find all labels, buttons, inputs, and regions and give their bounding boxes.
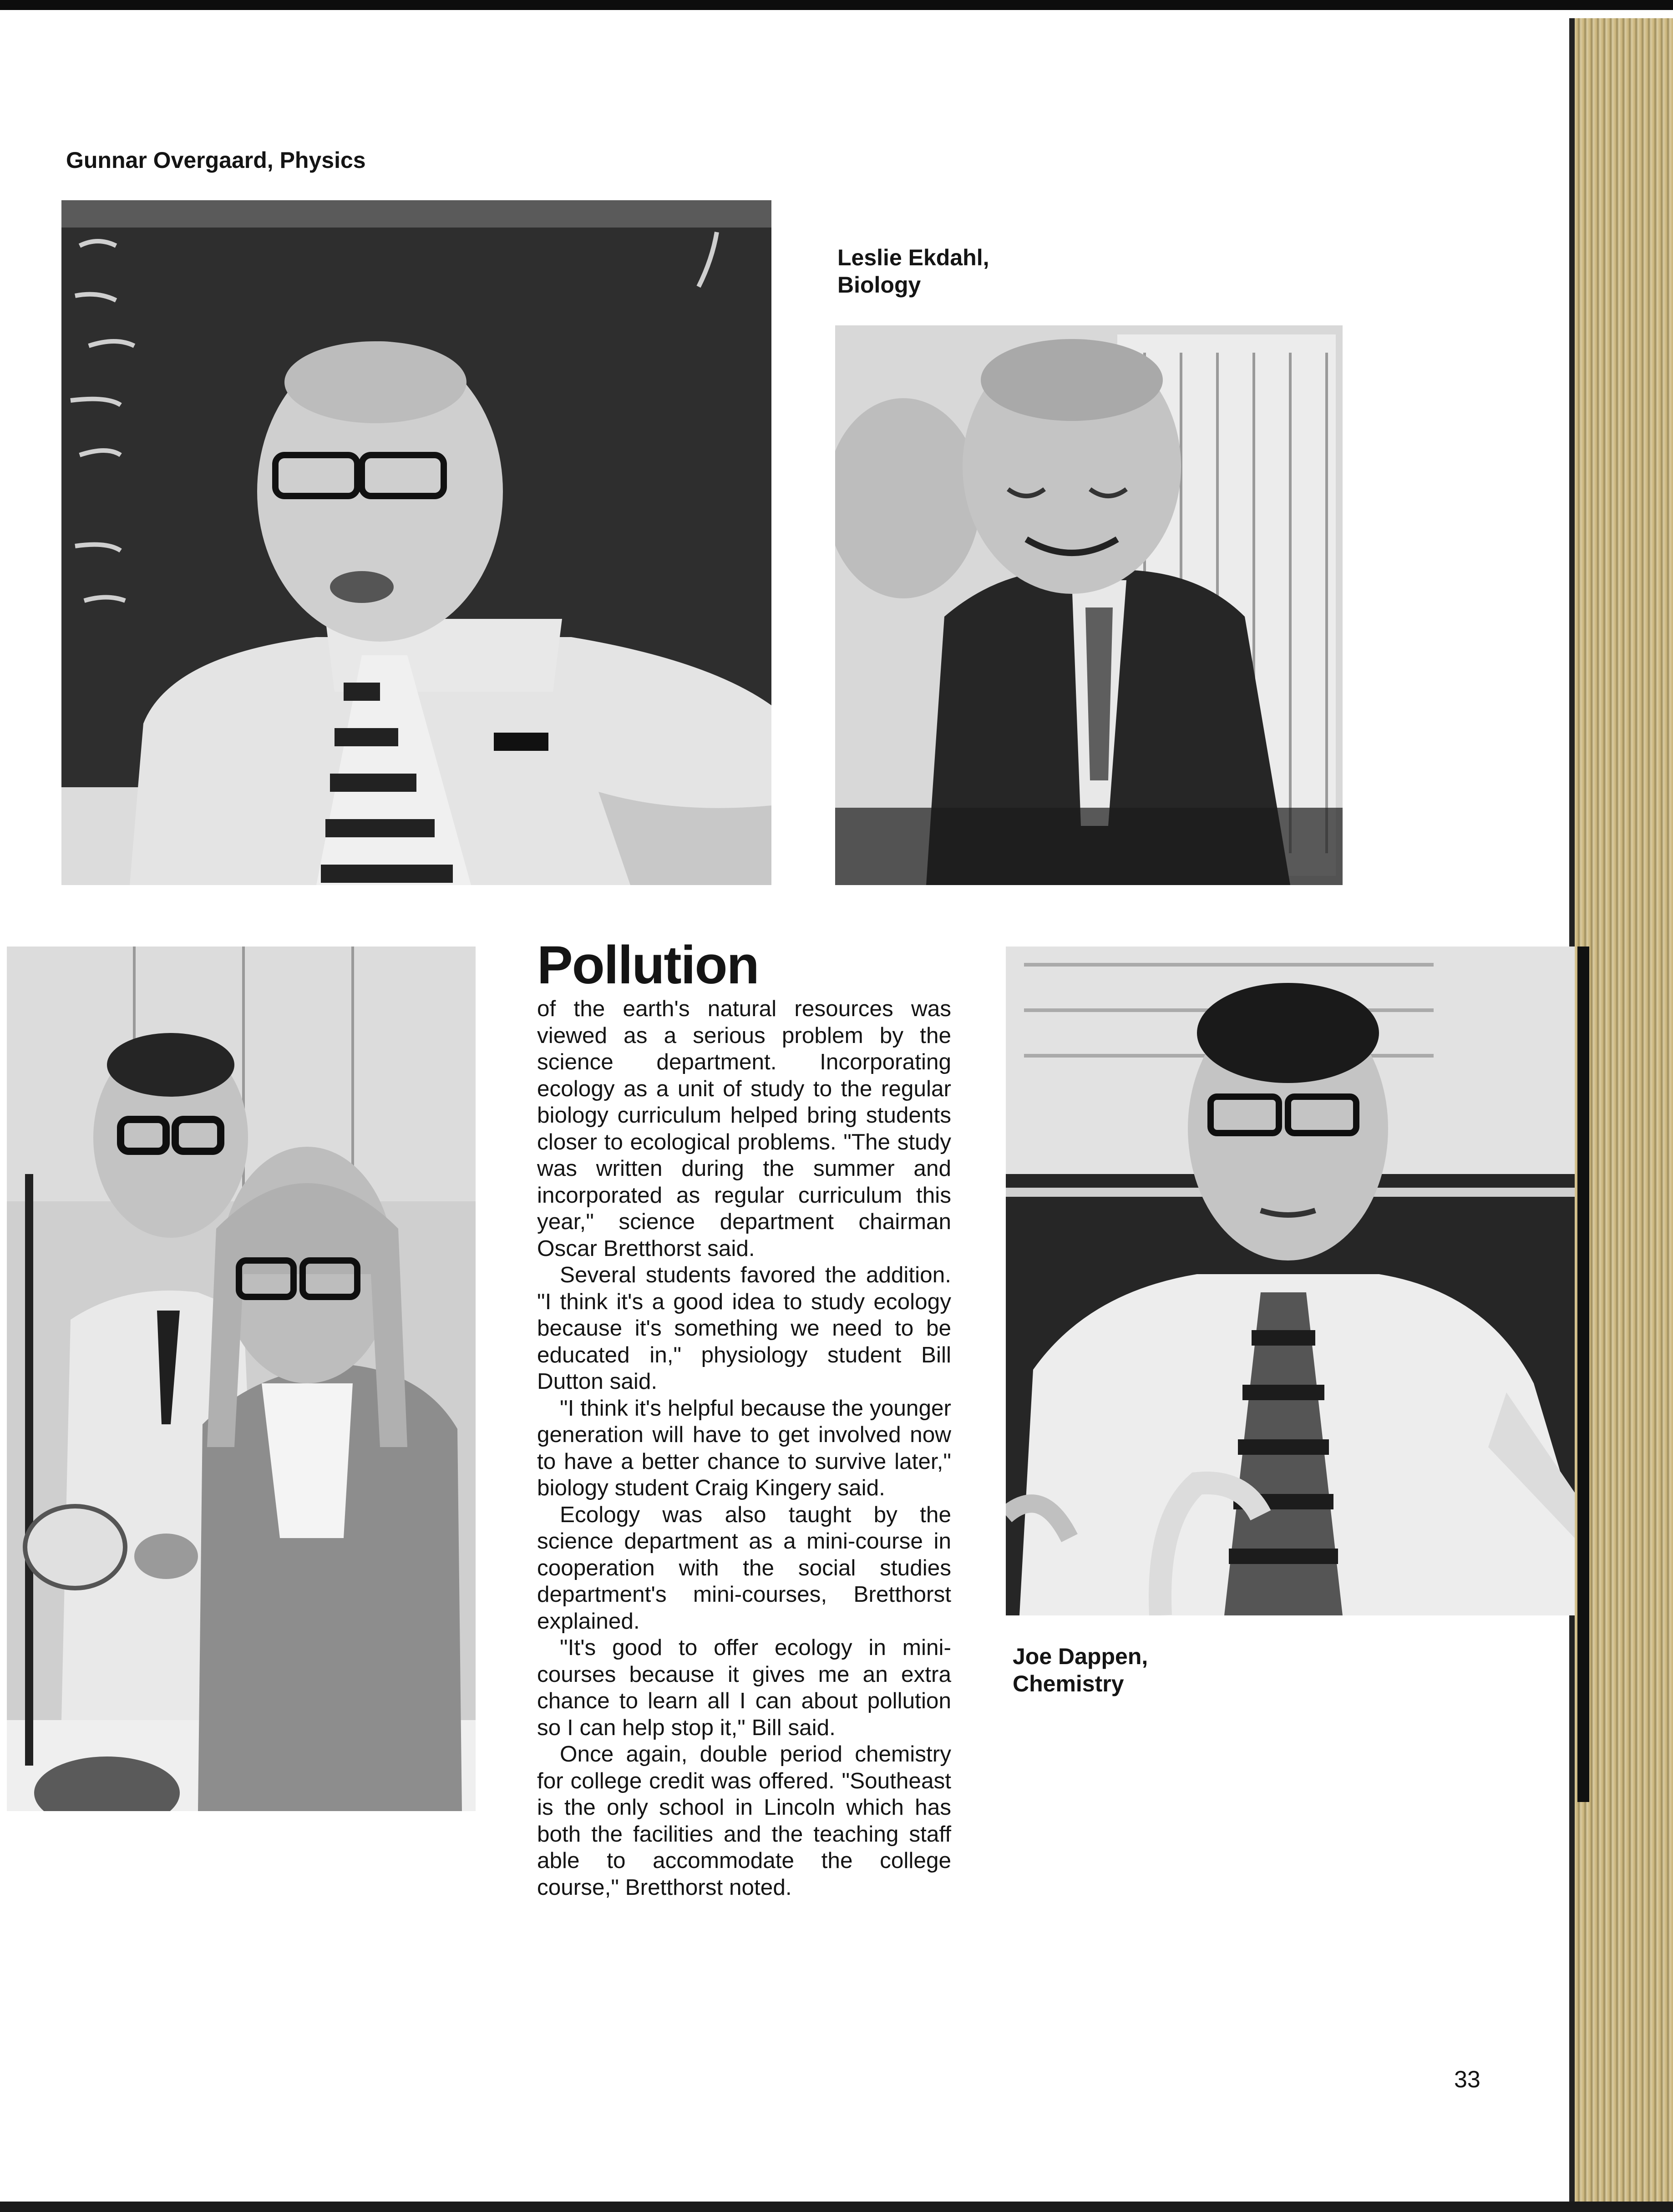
article-paragraph: "It's good to offer ecology in mini-courses because it gives me an extra chance to learn all I can about pollution so I can help stop it," Bill said. xyxy=(537,1635,951,1740)
article-title: Pollution xyxy=(537,935,759,995)
caption-ekdahl-subject: Biology xyxy=(837,272,921,298)
caption-overgaard: Gunnar Overgaard, Physics xyxy=(66,147,366,173)
article-body xyxy=(537,996,951,1901)
bottom-border xyxy=(0,2202,1673,2212)
page-number: 33 xyxy=(1454,2066,1480,2093)
article-paragraph: "I think it's helpful because the younger generation will have to get involved now to have a better chance to survive later," biology student Craig Kingery said. xyxy=(537,1395,951,1500)
book-page-edges xyxy=(1575,18,1673,2202)
photo-dappen xyxy=(1006,947,1575,1615)
photo-lab-students xyxy=(7,947,476,1811)
article-paragraph: Once again, double period chemistry for college credit was offered. "Southeast is the only school in Lincoln which has both the facilities and the teaching staff able to accommodate the college course," Bretthorst noted. xyxy=(537,1741,951,1900)
caption-dappen-name: Joe Dappen, xyxy=(1013,1644,1148,1669)
page-edge-dark-strip xyxy=(1577,947,1589,1802)
photo-ekdahl xyxy=(835,325,1343,885)
top-border xyxy=(0,0,1673,10)
article-paragraph: Ecology was also taught by the science department as a mini-course in cooperation with the social studies department's mini-courses, Bretthorst explained. xyxy=(537,1502,951,1634)
article-paragraph: of the earth's natural resources was viewed as a serious problem by the science department. Incorporating ecology as a unit of study to the regular biology curriculum helped bring students closer to ecological problems. "The study was written during the summer and incorporated as regular curriculum this year," science department chairman Oscar Bretthorst said. xyxy=(537,996,951,1261)
caption-ekdahl-name: Leslie Ekdahl, xyxy=(837,245,989,270)
article-paragraph: Several students favored the addition. "I think it's a good idea to study ecology because it's something we need to be educated in," physiology student Bill Dutton said. xyxy=(537,1262,951,1394)
photo-overgaard xyxy=(61,200,771,885)
caption-dappen-subject: Chemistry xyxy=(1013,1671,1124,1696)
